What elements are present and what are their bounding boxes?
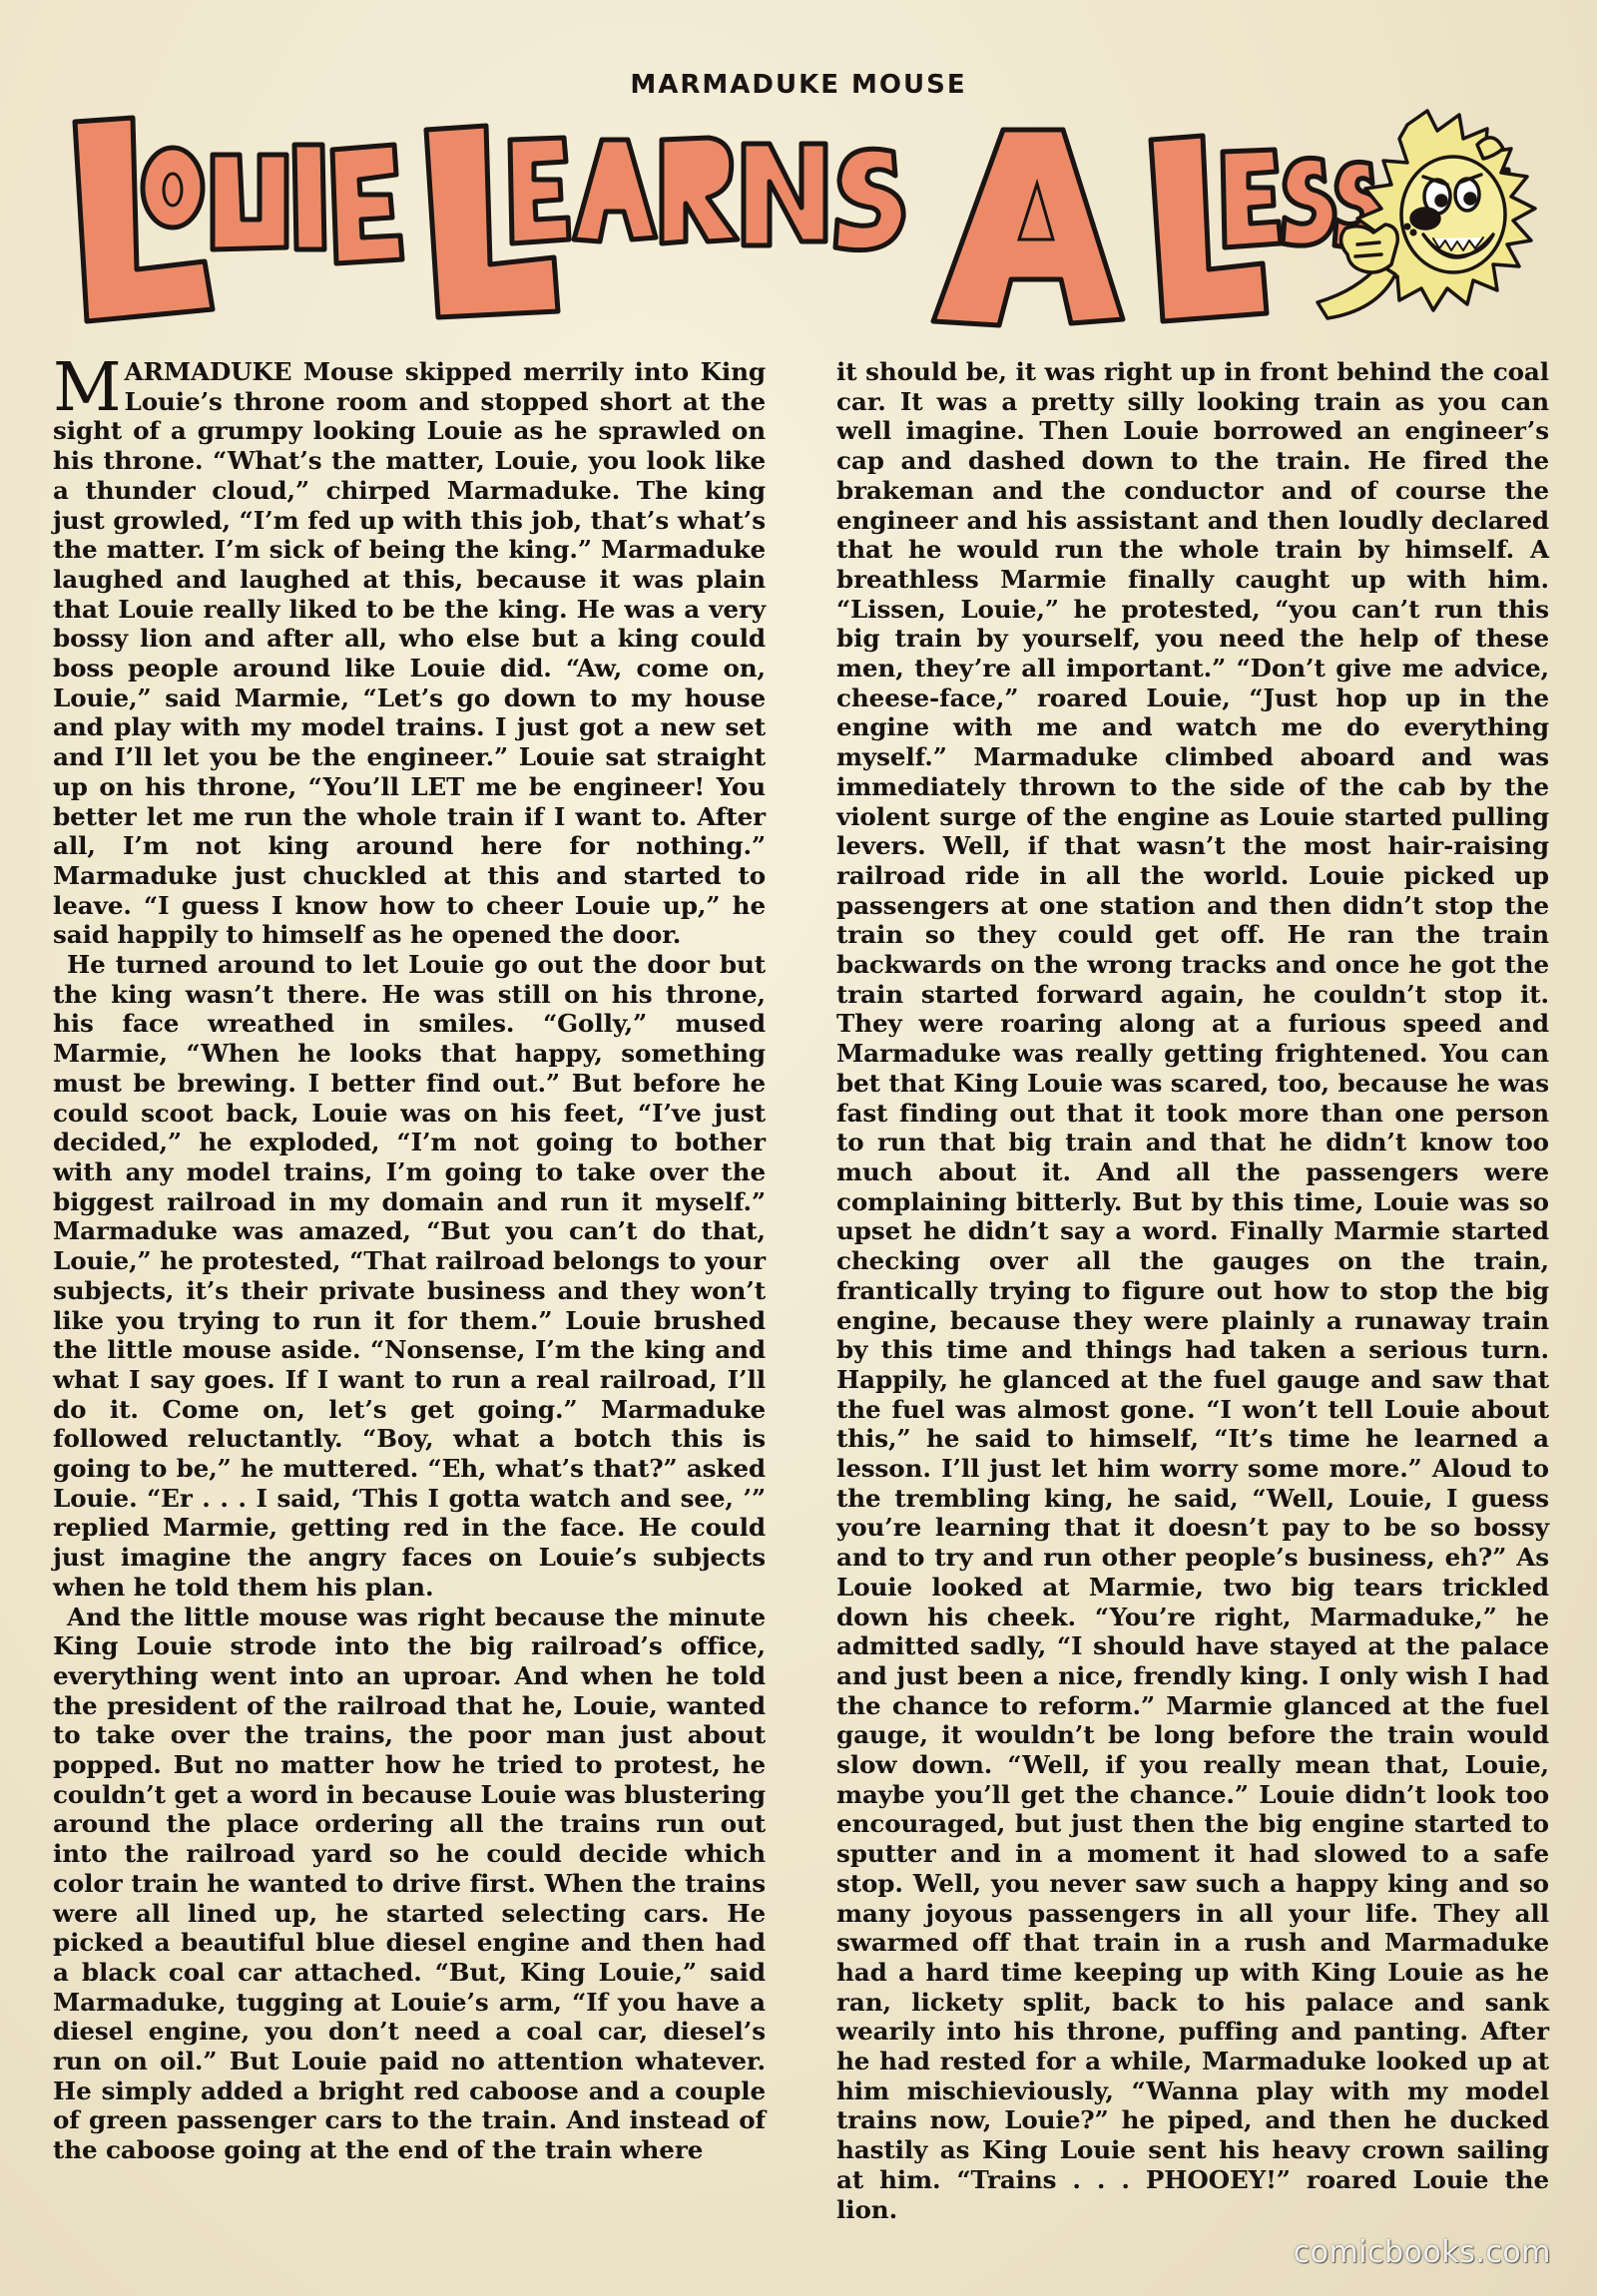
- story-column-left: [53, 348, 766, 2165]
- story-column-right: [836, 357, 1549, 2224]
- site-watermark: comicbooks.com: [1293, 2235, 1551, 2270]
- lion-head-illustration: [1288, 105, 1562, 324]
- story-paragraph-2: He turned around to let Louie go out the door but the king wasn’t there. He was still on his throne, his face wreathed in smiles. “Golly,” mused Marmie, “When he looks that happy, something must be brewing. I better find out.” But before he could scoot back, Louie was on his feet, “I’ve just decided,” he exploded, “I’m not going to bother with any model trains, I’m going to take over the biggest railroad in my domain and run it myself.” Marmaduke was amazed, “But you can’t do that, Louie,” he protested, “That railroad belongs to your subjects, it’s their private business and they won’t like you trying to run it for them.” Louie brushed the little mouse aside. “Nonsense, I’m the king and what I say goes. If I want to run a real railroad, I’ll do it. Come on, let’s get going.” Marmaduke followed reluctantly. “Boy, what a botch this is going to be,” he muttered. “Eh, what’s that?” asked Louie. “Er . . . I said, ‘This I gotta watch and see, ’” replied Marmie, getting red in the face. He could just imagine the angry faces on Louie’s subjects when he told them his plan.: [53, 950, 766, 1602]
- story-paragraph-3: And the little mouse was right because the minute King Louie strode into the big railroad’s office, everything went into an uproar. And when he told the president of the railroad that he, Louie, wanted to take over the trains, the poor man just about popped. But no matter how he tried to protest, he couldn’t get a word in because Louie was blustering around the place ordering all the trains run out into the railroad yard so he could decide which color train he wanted to drive first. When the trains were all lined up, he started selecting cars. He picked a beautiful blue diesel engine and then had a black coal car attached. “But, King Louie,” said Marmaduke, tugging at Louie’s arm, “If you have a diesel engine, you don’t need a coal car, diesel’s run on oil.” But Louie paid no attention whatever. He simply added a bright red caboose and a couple of green passenger cars to the train. And instead of the caboose going at the end of the train where: [53, 1602, 766, 2165]
- series-title: MARMADUKE MOUSE: [630, 70, 967, 100]
- story-paragraph-1: MARMADUKE Mouse skipped merrily into King Louie’s throne room and stopped short at the sight of a grumpy looking Louie as he sprawled on his throne. “What’s the matter, Louie, you look like a thunder cloud,” chirped Marmaduke. The king just growled, “I’m fed up with this job, that’s what’s the matter. I’m sick of being the king.” Marmaduke laughed and laughed at this, because it was plain that Louie really liked to be the king. He was a very bossy lion and after all, who else but a king could boss people around like Louie did. “Aw, come on, Louie,” said Marmie, “Let’s go down to my house and play with my model trains. I just got a new set and I’ll let you be the engineer.” Louie sat straight up on his throne, “You’ll LET me be engineer! You better let me run the whole train if I want to. After all, I’m not king around here for nothing.” Marmaduke just chuckled at this and started to leave. “I guess I know how to cheer Louie up,” he said happily to himself as he opened the door.: [53, 348, 766, 950]
- story-paragraph-4: it should be, it was right up in front behind the coal car. It was a pretty silly looking train as you can well imagine. Then Louie borrowed an engineer’s cap and dashed down to the train. He fired the brakeman and the conductor and of course the engineer and his assistant and then loudly declared that he would run the whole train by himself. A breathless Marmie finally caught up with him. “Lissen, Louie,” he protested, “you can’t run this big train by yourself, you need the help of these men, they’re all important.” “Don’t give me advice, cheese-face,” roared Louie, “Just hop up in the engine with me and watch me do everything myself.” Marmaduke climbed aboard and was immediately thrown to the side of the cab by the violent surge of the engine as Louie started pulling levers. Well, if that wasn’t the most hair-raising railroad ride in all the world. Louie picked up passengers at one station and then didn’t stop the train so they could get off. He ran the train backwards on the wrong tracks and once he got the train started forward again, he couldn’t stop it. They were roaring along at a furious speed and Marmaduke was really getting frightened. You can bet that King Louie was scared, too, because he was fast finding out that it took more than one person to run that big train and that he didn’t know too much about it. And all the passengers were complaining bitterly. But by this time, Louie was so upset he didn’t say a word. Finally Marmie started checking over all the gauges on the train, frantically trying to figure out how to stop the big engine, because they were plainly a runaway train by this time and things had taken a serious turn. Happily, he glanced at the fuel gauge and saw that the fuel was almost gone. “I won’t tell Louie about this,” he said to himself, “It’s time he learned a lesson. I’ll just let him worry some more.” Aloud to the trembling king, he said, “Well, Louie, I guess you’re learning that it doesn’t pay to be so bossy and to try and run other people’s business, eh?” As Louie looked at Marmie, two big tears trickled down his cheek. “You’re right, Marmaduke,” he admitted sadly, “I should have stayed at the palace and just been a nice, frendly king. I only wish I had the chance to reform.” Marmie glanced at the fuel gauge, it wouldn’t be long before the train would slow down. “Well, if you really mean that, Louie, maybe you’ll get the chance.” Louie didn’t look too encouraged, but just then the big engine started to sputter and in a moment it had slowed to a safe stop. Well, you never saw such a happy king and so many joyous passengers in all your life. They all swarmed off that train in a rush and Marmaduke had a hard time keeping up with King Louie as he ran, lickety split, back to his palace and sank wearily into his throne, puffing and panting. After he had rested for a while, Marmaduke looked up at him mischieviously, “Wanna play with my model trains now, Louie?” he piped, and then he ducked hastily as King Louie sent his heavy crown sailing at him. “Trains . . . PHOOEY!” roared Louie the lion.: [836, 357, 1549, 2224]
